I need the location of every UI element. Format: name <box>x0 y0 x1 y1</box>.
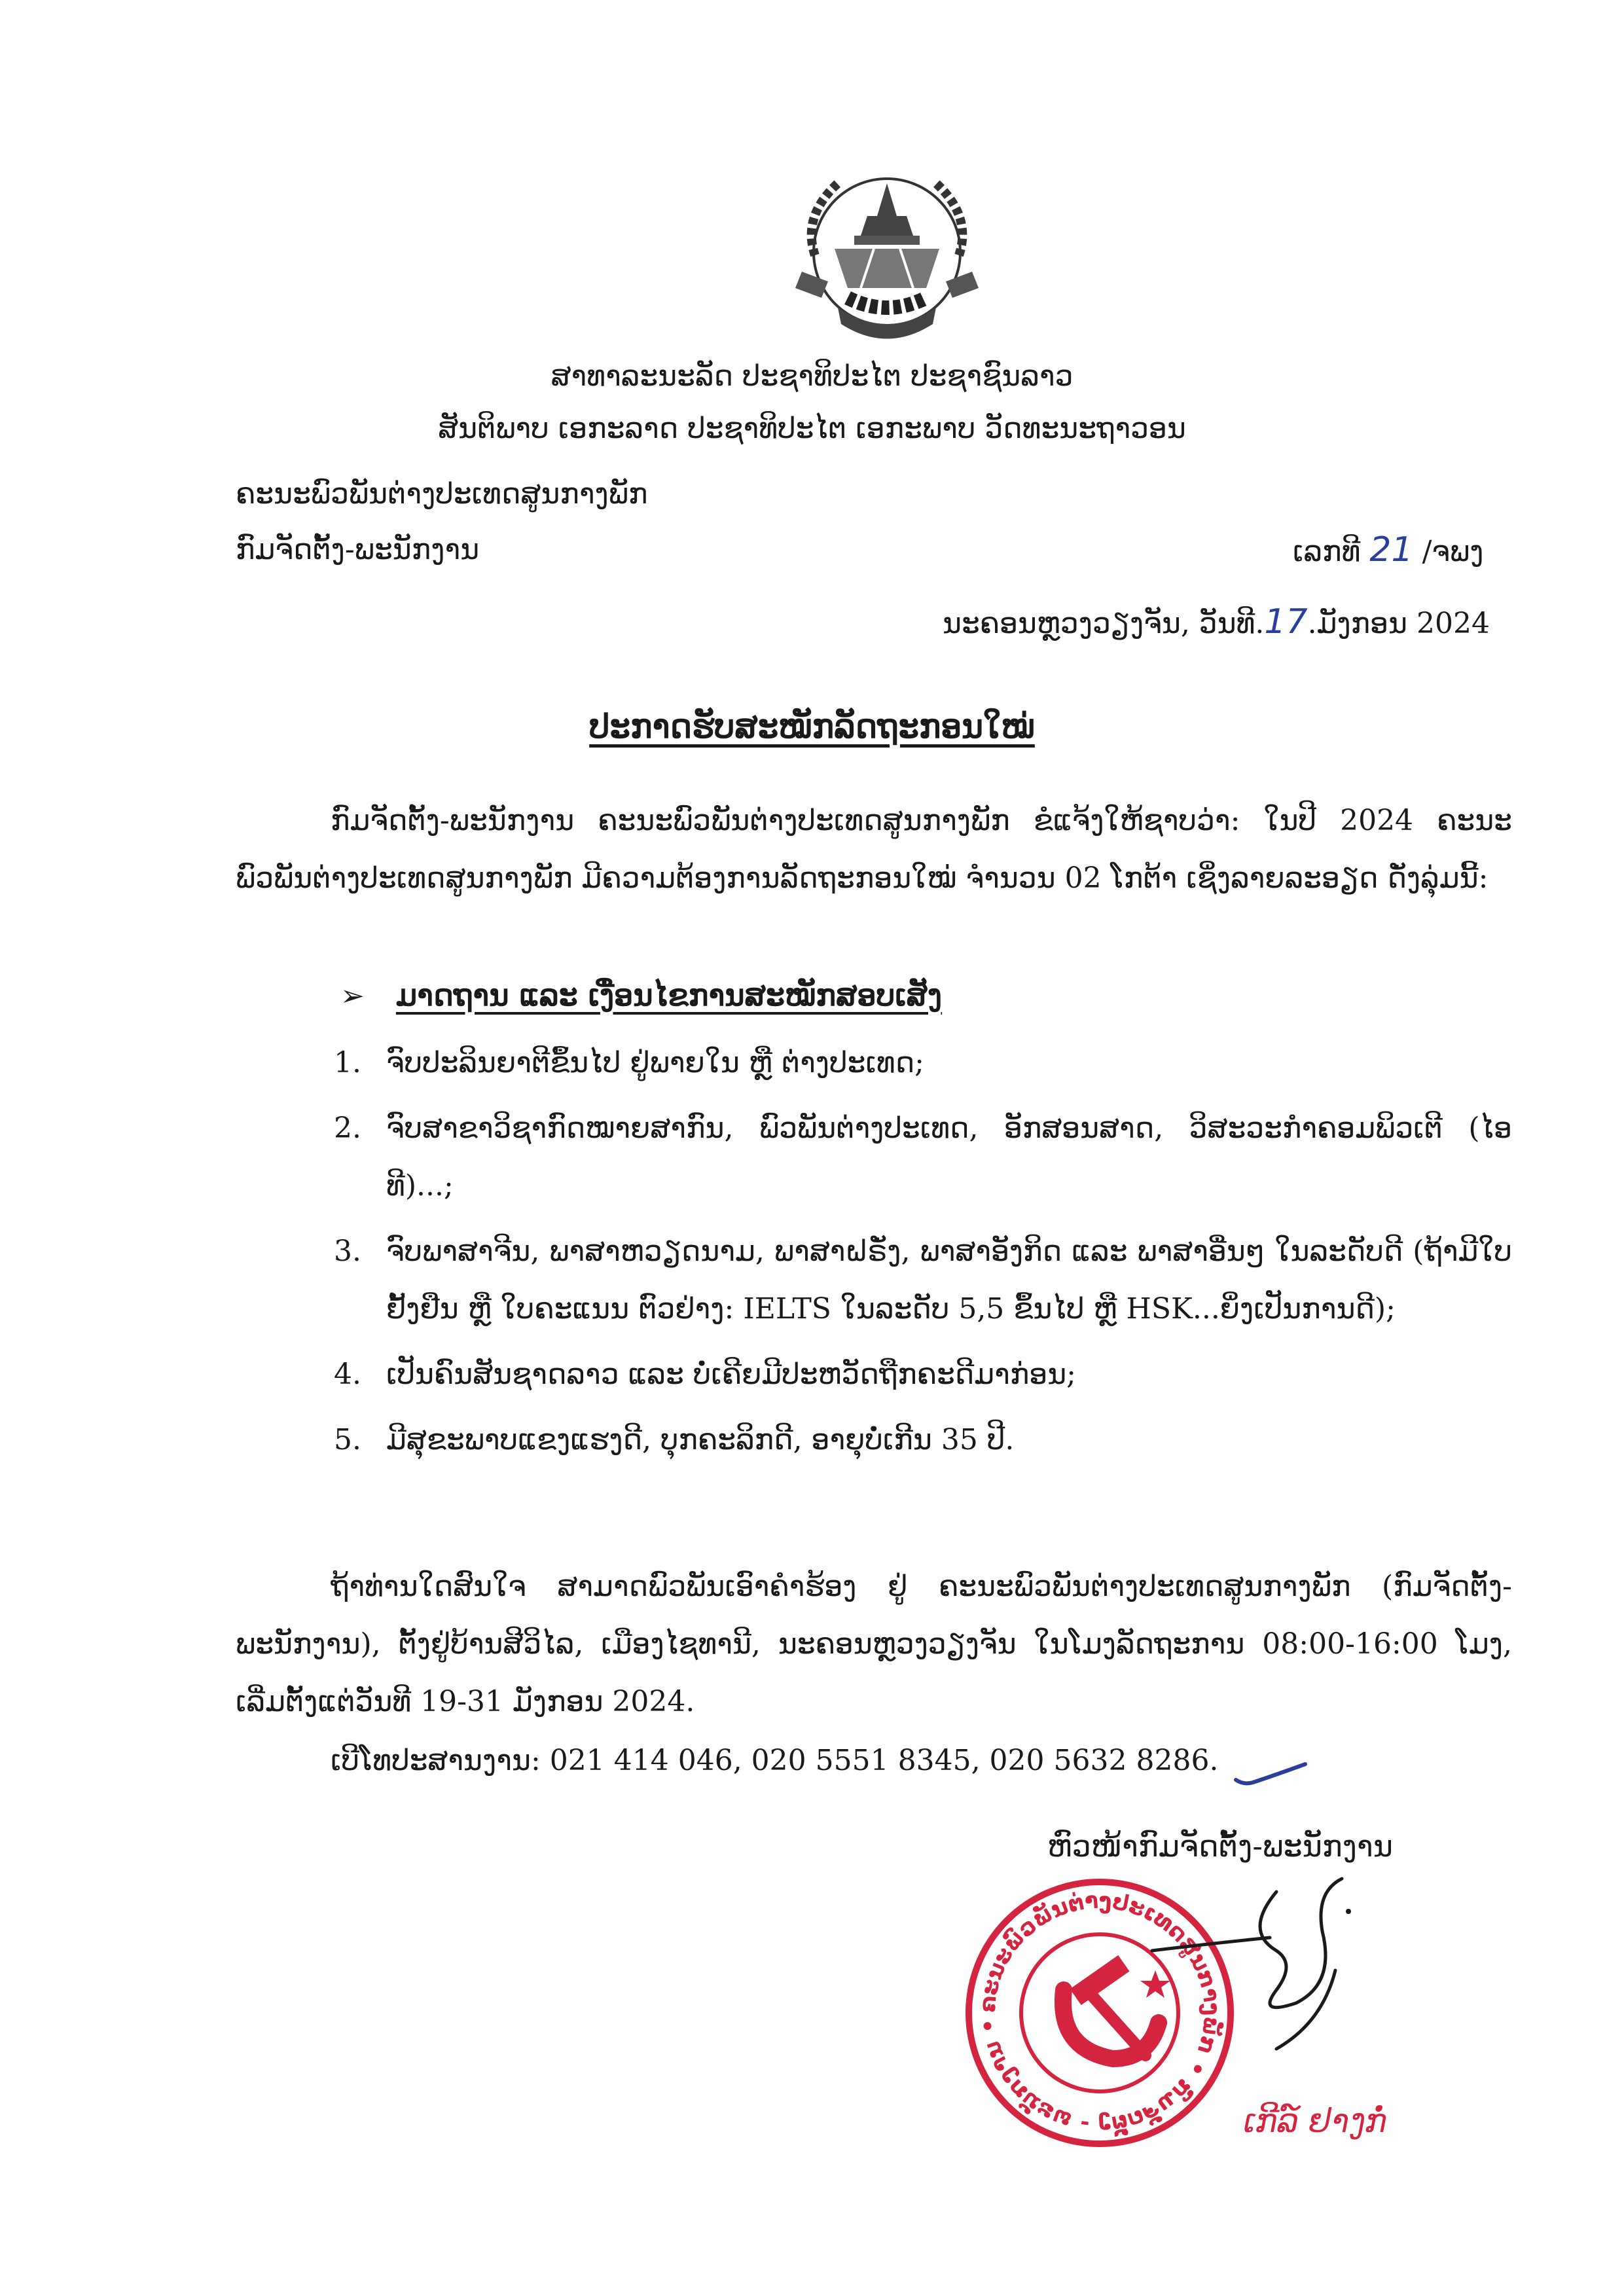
list-item-text: ມີສຸຂະພາບແຂງແຮງດີ, ບຸກຄະລິກດີ, ອາຍຸບໍ່ເກີນ 35 ປີ. <box>386 1423 1015 1456</box>
reference-handwritten-number: 21 <box>1369 530 1413 569</box>
list-item <box>334 1100 1512 1215</box>
arrow-bullet-icon: ➢ <box>340 979 365 1013</box>
intro-paragraph: ກົມຈັດຕັ້ງ-ພະນັກງານ ຄະນະພົວພັນຕ່າງປະເທດສູນກາງພັກ ຂໍແຈ້ງໃຫ້ຊາບວ່າ: ໃນປີ 2024 ຄະນະພົວພັນຕ່າງປະເທດສູນກາງພັກ ມີຄວາມຕ້ອງການລັດຖະກອນໃໝ່ ຈຳນວນ 02 ໂກຕ້າ ເຊິ່ງລາຍລະອຽດ ດັ່ງລຸ່ມນີ້: <box>236 804 1512 895</box>
list-item-text: ຈົບປະລິນຍາຕີຂຶ້ນໄປ ຢູ່ພາຍໃນ ຫຼື ຕ່າງປະເທດ; <box>386 1046 924 1079</box>
date-suffix: .ມັງກອນ 2024 <box>1307 607 1490 640</box>
signer-position: ຫົວໜ້າກົມຈັດຕັ້ງ-ພະນັກງານ <box>1047 1828 1393 1864</box>
reference-suffix: /ຈພງ <box>1422 535 1484 568</box>
list-item <box>334 1034 1512 1092</box>
contact-paragraph: ຖ້າທ່ານໃດສົນໃຈ ສາມາດພົວພັນເອົາຄຳຮ້ອງ ຢູ່ ຄະນະພົວພັນຕ່າງປະເທດສູນກາງພັກ (ກົມຈັດຕັ້ງ-ພະນັກງານ), ຕັ້ງຢູ່ບ້ານສີວິໄລ, ເມືອງໄຊທານີ, ນະຄອນຫຼວງວຽງຈັນ ໃນໂມງລັດຖະການ 08:00-16:00 ໂມງ, ເລີ່ມຕັ້ງແຕ່ວັນທີ 19-31 ມັງກອນ 2024. <box>236 1570 1512 1718</box>
list-item-number: 4. <box>334 1358 361 1391</box>
handwritten-signature-icon <box>1126 1852 1401 2062</box>
list-item <box>334 1223 1512 1338</box>
list-item-number: 2. <box>334 1111 361 1145</box>
signer-name: ເກີລ໌ ຢາງກໍ່ <box>1244 2102 1387 2140</box>
list-item <box>334 1346 1512 1403</box>
requirements-list <box>334 1034 1512 1469</box>
list-item-text: ຈົບສາຂາວິຊາກົດໝາຍສາກົນ, ພົວພັນຕ່າງປະເທດ, ອັກສອນສາດ, ວິສະວະກຳຄອມພິວເຕີ (ໄອທີ)...; <box>386 1111 1512 1202</box>
state-name-line: ສາທາລະນະລັດ ປະຊາທິປະໄຕ ປະຊາຊົນລາວ <box>550 359 1074 393</box>
reference-prefix: ເລກທີ <box>1293 535 1361 568</box>
list-item-number: 1. <box>334 1046 361 1079</box>
announcement-title: ປະກາດຮັບສະໝັກລັດຖະກອນໃໝ່ <box>589 707 1035 746</box>
date-prefix: ນະຄອນຫຼວງວຽງຈັນ, ວັນທີ. <box>943 607 1265 640</box>
requirements-heading-row <box>340 975 942 1016</box>
list-item-number: 5. <box>334 1423 361 1456</box>
reference-number <box>1293 530 1483 571</box>
check-mark-icon <box>1231 1758 1309 1790</box>
stamp-ring-text: ຄະນະພົວພັນຕ່າງປະເທດສູນກາງພັກ • ກົມຈັດຕັ້ງ - ພະນັກງານ • <box>974 1887 1225 2139</box>
phone-numbers: ເບີໂທປະສານງານ: 021 414 046, 020 5551 8345, 020 5632 8286. <box>331 1744 1219 1777</box>
list-item-text: ຈົບພາສາຈີນ, ພາສາຫວຽດນາມ, ພາສາຝຣັ່ງ, ພາສາອັງກິດ ແລະ ພາສາອື່ນໆ ໃນລະດັບດີ (ຖ້າມີໃບຢັ້ງຢືນ ຫຼື ໃບຄະແນນ ຕົວຢ່າງ: IELTS ໃນລະດັບ 5,5 ຂຶ້ນໄປ ຫຼື HSK...ຍິ່ງເປັນການດີ); <box>386 1235 1512 1326</box>
requirements-heading: ມາດຖານ ແລະ ເງື່ອນໄຂການສະໝັກສອບເສັງ <box>395 977 943 1013</box>
committee-name: ຄະນະພົວພັນຕ່າງປະເທດສູນກາງພັກ <box>236 477 648 511</box>
document-date <box>943 602 1490 643</box>
list-item-number: 3. <box>334 1235 361 1268</box>
list-item-text: ເປັນຄົນສັນຊາດລາວ ແລະ ບໍ່ເຄີຍມີປະຫວັດຖືກຄະດີມາກ່ອນ; <box>386 1358 1077 1391</box>
date-handwritten-day: 17 <box>1264 602 1308 642</box>
national-motto-line: ສັນຕິພາບ ເອກະລາດ ປະຊາທິປະໄຕ ເອກະພາບ ວັດທະນະຖາວອນ <box>438 412 1186 445</box>
national-emblem-icon <box>776 157 998 347</box>
department-name: ກົມຈັດຕັ້ງ-ພະນັກງານ <box>236 533 480 566</box>
list-item <box>334 1411 1512 1469</box>
